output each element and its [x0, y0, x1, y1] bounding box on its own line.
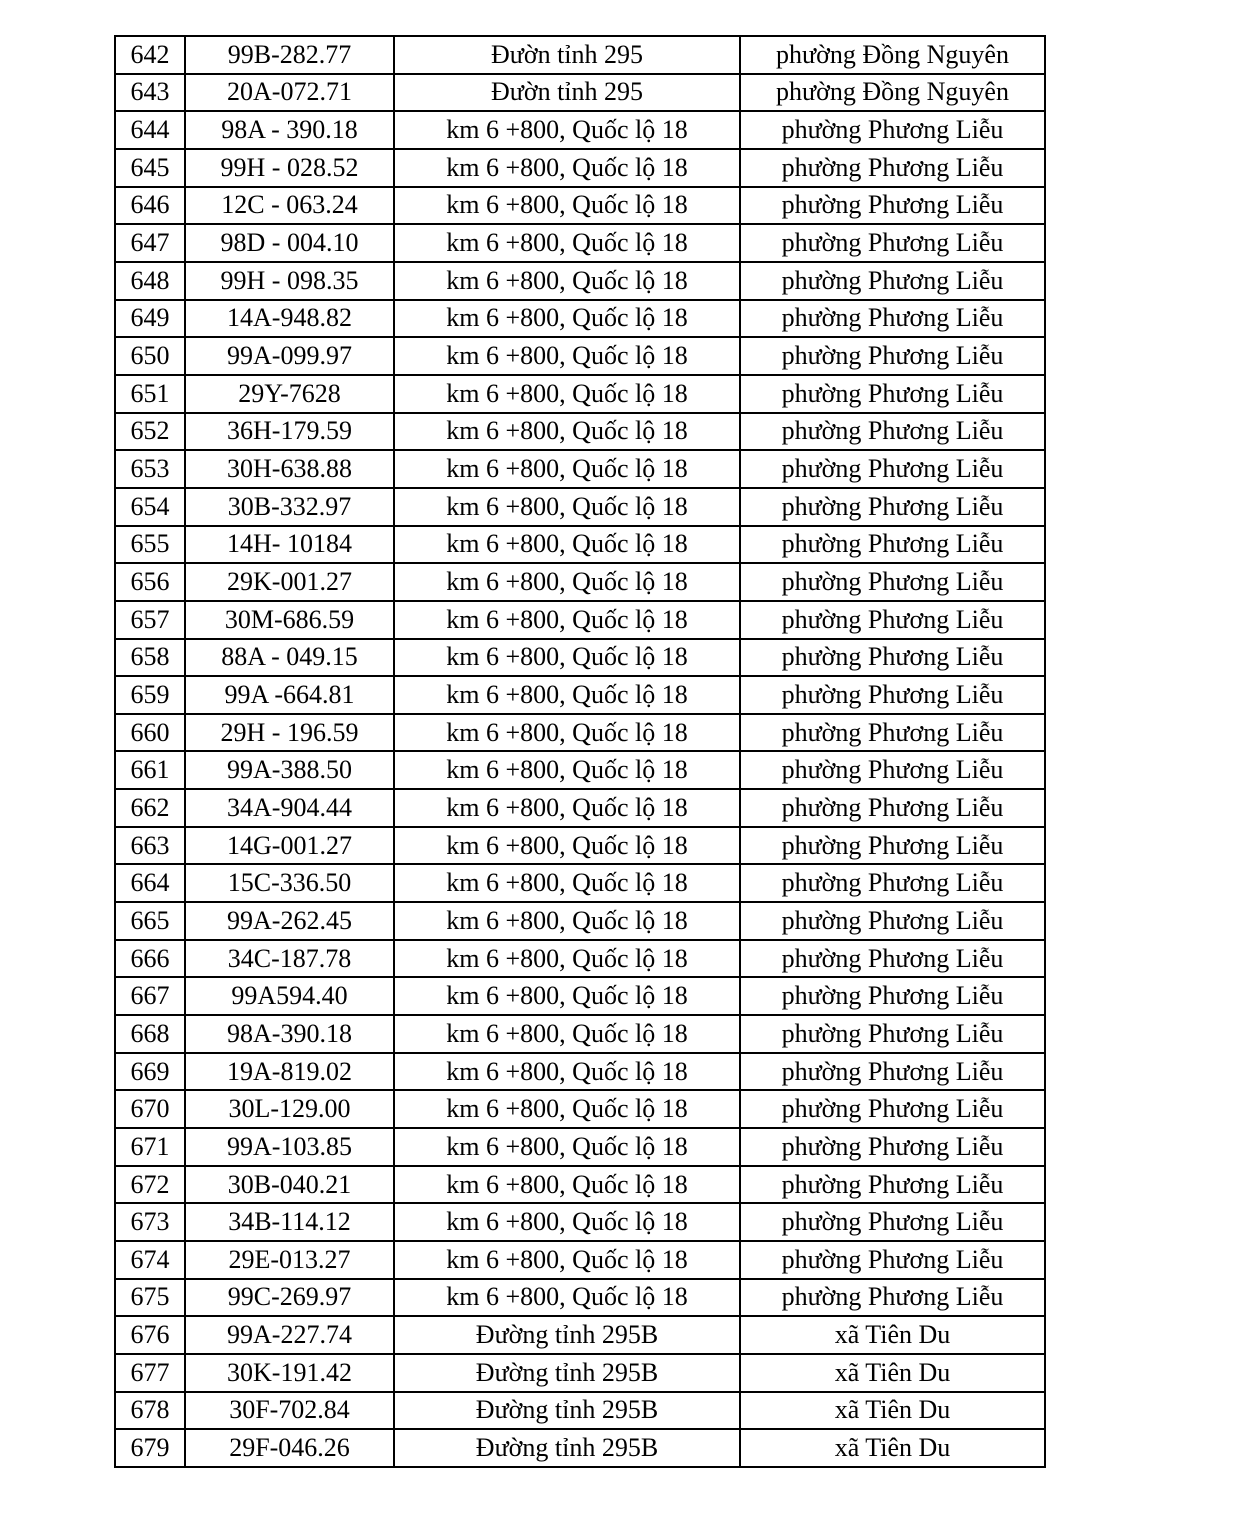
license-plate-cell: 15C-336.50	[185, 864, 394, 902]
index-number-cell: 654	[115, 488, 185, 526]
road-location-cell: Đường tỉnh 295B	[394, 1354, 740, 1392]
road-location-cell: km 6 +800, Quốc lộ 18	[394, 1241, 740, 1279]
ward-name-cell: phường Phương Liễu	[740, 187, 1045, 225]
index-number-cell: 652	[115, 413, 185, 451]
license-plate-cell: 34B-114.12	[185, 1203, 394, 1241]
table-row	[115, 601, 1045, 639]
ward-name-cell: phường Phương Liễu	[740, 149, 1045, 187]
ward-name-cell: phường Phương Liễu	[740, 413, 1045, 451]
road-location-cell: km 6 +800, Quốc lộ 18	[394, 224, 740, 262]
road-location-cell: km 6 +800, Quốc lộ 18	[394, 902, 740, 940]
ward-name-cell: phường Phương Liễu	[740, 1090, 1045, 1128]
road-location-cell: km 6 +800, Quốc lộ 18	[394, 601, 740, 639]
license-plate-cell: 14G-001.27	[185, 827, 394, 865]
road-location-cell: km 6 +800, Quốc lộ 18	[394, 864, 740, 902]
table-row	[115, 1429, 1045, 1467]
index-number-cell: 646	[115, 187, 185, 225]
license-plate-cell: 99C-269.97	[185, 1279, 394, 1317]
road-location-cell: km 6 +800, Quốc lộ 18	[394, 676, 740, 714]
ward-name-cell: phường Phương Liễu	[740, 1015, 1045, 1053]
table-row	[115, 337, 1045, 375]
road-location-cell: km 6 +800, Quốc lộ 18	[394, 262, 740, 300]
index-number-cell: 671	[115, 1128, 185, 1166]
license-plate-cell: 30K-191.42	[185, 1354, 394, 1392]
index-number-cell: 676	[115, 1316, 185, 1354]
road-location-cell: km 6 +800, Quốc lộ 18	[394, 375, 740, 413]
license-plate-cell: 30B-332.97	[185, 488, 394, 526]
ward-name-cell: phường Phương Liễu	[740, 902, 1045, 940]
index-number-cell: 663	[115, 827, 185, 865]
license-plate-cell: 98A - 390.18	[185, 111, 394, 149]
license-plate-cell: 14H- 10184	[185, 526, 394, 564]
table-row	[115, 639, 1045, 677]
ward-name-cell: phường Phương Liễu	[740, 262, 1045, 300]
road-location-cell: km 6 +800, Quốc lộ 18	[394, 1053, 740, 1091]
table-body	[115, 36, 1045, 1467]
index-number-cell: 655	[115, 526, 185, 564]
road-location-cell: km 6 +800, Quốc lộ 18	[394, 1128, 740, 1166]
license-plate-cell: 88A - 049.15	[185, 639, 394, 677]
license-plate-cell: 99A-103.85	[185, 1128, 394, 1166]
table-row	[115, 1241, 1045, 1279]
ward-name-cell: phường Phương Liễu	[740, 977, 1045, 1015]
table-row	[115, 74, 1045, 112]
ward-name-cell: xã Tiên Du	[740, 1354, 1045, 1392]
road-location-cell: km 6 +800, Quốc lộ 18	[394, 187, 740, 225]
road-location-cell: km 6 +800, Quốc lộ 18	[394, 751, 740, 789]
ward-name-cell: phường Phương Liễu	[740, 639, 1045, 677]
ward-name-cell: phường Phương Liễu	[740, 375, 1045, 413]
index-number-cell: 668	[115, 1015, 185, 1053]
license-plate-cell: 20A-072.71	[185, 74, 394, 112]
ward-name-cell: phường Phương Liễu	[740, 1203, 1045, 1241]
ward-name-cell: phường Phương Liễu	[740, 827, 1045, 865]
index-number-cell: 673	[115, 1203, 185, 1241]
ward-name-cell: phường Phương Liễu	[740, 789, 1045, 827]
table-row	[115, 827, 1045, 865]
table-row	[115, 789, 1045, 827]
index-number-cell: 658	[115, 639, 185, 677]
index-number-cell: 667	[115, 977, 185, 1015]
license-plate-cell: 99H - 098.35	[185, 262, 394, 300]
license-plate-cell: 98D - 004.10	[185, 224, 394, 262]
license-plate-cell: 19A-819.02	[185, 1053, 394, 1091]
ward-name-cell: xã Tiên Du	[740, 1429, 1045, 1467]
license-plate-cell: 29E-013.27	[185, 1241, 394, 1279]
license-plate-cell: 99A -664.81	[185, 676, 394, 714]
ward-name-cell: xã Tiên Du	[740, 1392, 1045, 1430]
table-row	[115, 36, 1045, 74]
ward-name-cell: phường Phương Liễu	[740, 1166, 1045, 1204]
index-number-cell: 642	[115, 36, 185, 74]
index-number-cell: 672	[115, 1166, 185, 1204]
table-row	[115, 262, 1045, 300]
road-location-cell: km 6 +800, Quốc lộ 18	[394, 639, 740, 677]
index-number-cell: 648	[115, 262, 185, 300]
table-row	[115, 1392, 1045, 1430]
ward-name-cell: phường Phương Liễu	[740, 450, 1045, 488]
ward-name-cell: phường Phương Liễu	[740, 751, 1045, 789]
ward-name-cell: phường Phương Liễu	[740, 1279, 1045, 1317]
license-plate-cell: 30H-638.88	[185, 450, 394, 488]
ward-name-cell: phường Phương Liễu	[740, 563, 1045, 601]
road-location-cell: Đường tỉnh 295B	[394, 1392, 740, 1430]
index-number-cell: 649	[115, 300, 185, 338]
table-row	[115, 413, 1045, 451]
index-number-cell: 644	[115, 111, 185, 149]
license-plate-cell: 99B-282.77	[185, 36, 394, 74]
license-plate-table	[114, 35, 1046, 1468]
license-plate-cell: 99H - 028.52	[185, 149, 394, 187]
license-plate-cell: 29H - 196.59	[185, 714, 394, 752]
license-plate-cell: 99A-262.45	[185, 902, 394, 940]
table-row	[115, 526, 1045, 564]
license-plate-cell: 29Y-7628	[185, 375, 394, 413]
table-row	[115, 1316, 1045, 1354]
table-row	[115, 149, 1045, 187]
table-row	[115, 300, 1045, 338]
road-location-cell: Đường tỉnh 295B	[394, 1316, 740, 1354]
index-number-cell: 665	[115, 902, 185, 940]
ward-name-cell: phường Phương Liễu	[740, 1128, 1045, 1166]
road-location-cell: km 6 +800, Quốc lộ 18	[394, 1203, 740, 1241]
road-location-cell: km 6 +800, Quốc lộ 18	[394, 940, 740, 978]
index-number-cell: 677	[115, 1354, 185, 1392]
road-location-cell: km 6 +800, Quốc lộ 18	[394, 488, 740, 526]
ward-name-cell: phường Đồng Nguyên	[740, 36, 1045, 74]
license-plate-cell: 34A-904.44	[185, 789, 394, 827]
road-location-cell: km 6 +800, Quốc lộ 18	[394, 977, 740, 1015]
table-row	[115, 751, 1045, 789]
license-plate-cell: 30B-040.21	[185, 1166, 394, 1204]
ward-name-cell: phường Đồng Nguyên	[740, 74, 1045, 112]
index-number-cell: 657	[115, 601, 185, 639]
index-number-cell: 674	[115, 1241, 185, 1279]
ward-name-cell: phường Phương Liễu	[740, 488, 1045, 526]
table-row	[115, 1053, 1045, 1091]
license-plate-cell: 30F-702.84	[185, 1392, 394, 1430]
table-row	[115, 1354, 1045, 1392]
index-number-cell: 661	[115, 751, 185, 789]
ward-name-cell: phường Phương Liễu	[740, 676, 1045, 714]
license-plate-cell: 34C-187.78	[185, 940, 394, 978]
table-row	[115, 488, 1045, 526]
license-plate-cell: 98A-390.18	[185, 1015, 394, 1053]
table-row	[115, 940, 1045, 978]
ward-name-cell: phường Phương Liễu	[740, 1053, 1045, 1091]
road-location-cell: km 6 +800, Quốc lộ 18	[394, 563, 740, 601]
table-row	[115, 224, 1045, 262]
license-plate-cell: 29K-001.27	[185, 563, 394, 601]
table-row	[115, 563, 1045, 601]
index-number-cell: 679	[115, 1429, 185, 1467]
road-location-cell: km 6 +800, Quốc lộ 18	[394, 1166, 740, 1204]
license-plate-cell: 14A-948.82	[185, 300, 394, 338]
table-row	[115, 1166, 1045, 1204]
license-plate-cell: 12C - 063.24	[185, 187, 394, 225]
index-number-cell: 662	[115, 789, 185, 827]
index-number-cell: 647	[115, 224, 185, 262]
index-number-cell: 664	[115, 864, 185, 902]
ward-name-cell: phường Phương Liễu	[740, 526, 1045, 564]
table-row	[115, 1128, 1045, 1166]
index-number-cell: 650	[115, 337, 185, 375]
index-number-cell: 675	[115, 1279, 185, 1317]
ward-name-cell: phường Phương Liễu	[740, 601, 1045, 639]
index-number-cell: 659	[115, 676, 185, 714]
index-number-cell: 653	[115, 450, 185, 488]
ward-name-cell: phường Phương Liễu	[740, 300, 1045, 338]
license-plate-cell: 30L-129.00	[185, 1090, 394, 1128]
road-location-cell: km 6 +800, Quốc lộ 18	[394, 1090, 740, 1128]
road-location-cell: km 6 +800, Quốc lộ 18	[394, 337, 740, 375]
road-location-cell: Đườn tỉnh 295	[394, 36, 740, 74]
road-location-cell: km 6 +800, Quốc lộ 18	[394, 413, 740, 451]
license-plate-cell: 99A-099.97	[185, 337, 394, 375]
table-row	[115, 111, 1045, 149]
table-row	[115, 977, 1045, 1015]
road-location-cell: km 6 +800, Quốc lộ 18	[394, 450, 740, 488]
road-location-cell: km 6 +800, Quốc lộ 18	[394, 526, 740, 564]
index-number-cell: 645	[115, 149, 185, 187]
road-location-cell: km 6 +800, Quốc lộ 18	[394, 111, 740, 149]
license-plate-cell: 99A-227.74	[185, 1316, 394, 1354]
index-number-cell: 660	[115, 714, 185, 752]
road-location-cell: km 6 +800, Quốc lộ 18	[394, 1015, 740, 1053]
ward-name-cell: phường Phương Liễu	[740, 224, 1045, 262]
license-plate-cell: 36H-179.59	[185, 413, 394, 451]
license-plate-cell: 29F-046.26	[185, 1429, 394, 1467]
table-row	[115, 450, 1045, 488]
ward-name-cell: phường Phương Liễu	[740, 337, 1045, 375]
ward-name-cell: phường Phương Liễu	[740, 940, 1045, 978]
ward-name-cell: phường Phương Liễu	[740, 111, 1045, 149]
index-number-cell: 656	[115, 563, 185, 601]
road-location-cell: km 6 +800, Quốc lộ 18	[394, 1279, 740, 1317]
table-row	[115, 1090, 1045, 1128]
road-location-cell: km 6 +800, Quốc lộ 18	[394, 149, 740, 187]
road-location-cell: km 6 +800, Quốc lộ 18	[394, 789, 740, 827]
table-row	[115, 714, 1045, 752]
index-number-cell: 651	[115, 375, 185, 413]
license-plate-cell: 30M-686.59	[185, 601, 394, 639]
index-number-cell: 666	[115, 940, 185, 978]
index-number-cell: 669	[115, 1053, 185, 1091]
index-number-cell: 670	[115, 1090, 185, 1128]
road-location-cell: km 6 +800, Quốc lộ 18	[394, 300, 740, 338]
table-row	[115, 1203, 1045, 1241]
ward-name-cell: phường Phương Liễu	[740, 864, 1045, 902]
table-row	[115, 902, 1045, 940]
road-location-cell: Đường tỉnh 295B	[394, 1429, 740, 1467]
table-row	[115, 375, 1045, 413]
road-location-cell: km 6 +800, Quốc lộ 18	[394, 827, 740, 865]
table-row	[115, 676, 1045, 714]
road-location-cell: Đườn tỉnh 295	[394, 74, 740, 112]
ward-name-cell: phường Phương Liễu	[740, 1241, 1045, 1279]
road-location-cell: km 6 +800, Quốc lộ 18	[394, 714, 740, 752]
ward-name-cell: phường Phương Liễu	[740, 714, 1045, 752]
table-row	[115, 187, 1045, 225]
table-row	[115, 1279, 1045, 1317]
license-plate-cell: 99A594.40	[185, 977, 394, 1015]
license-plate-cell: 99A-388.50	[185, 751, 394, 789]
index-number-cell: 643	[115, 74, 185, 112]
table-row	[115, 864, 1045, 902]
table-row	[115, 1015, 1045, 1053]
ward-name-cell: xã Tiên Du	[740, 1316, 1045, 1354]
index-number-cell: 678	[115, 1392, 185, 1430]
